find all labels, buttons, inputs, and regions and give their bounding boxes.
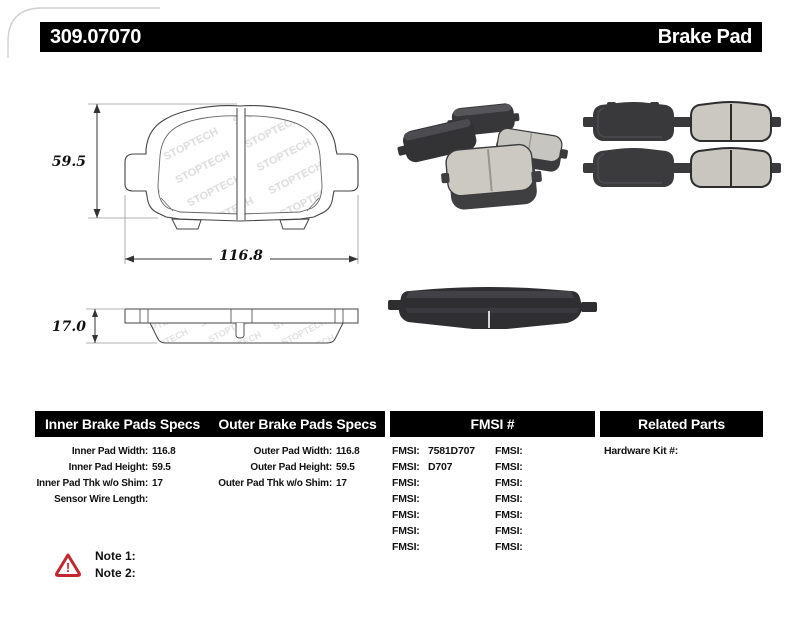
side-thickness-dimension: 17.0 (51, 319, 86, 335)
note-1: Note 1: (95, 549, 136, 563)
specs-header-bar (35, 411, 385, 437)
fmsi-row: FMSI: (495, 477, 523, 489)
note-2: Note 2: (95, 566, 136, 580)
fmsi-row: FMSI: (495, 493, 523, 505)
related-parts-header-bar (600, 411, 763, 437)
fmsi-row: FMSI: (392, 525, 420, 537)
front-view-drawing (40, 90, 380, 285)
product-name: Brake Pad (657, 25, 752, 48)
header-bar (40, 22, 762, 52)
related-parts-column (604, 443, 764, 459)
spec-row: Outer Pad Height: 59.5 (250, 461, 355, 473)
fmsi-header-bar (390, 411, 595, 437)
side-friction-area (150, 323, 343, 343)
fmsi-row: FMSI: (495, 509, 523, 521)
pad-friction-bottom (681, 148, 781, 187)
spec-row: Inner Pad Thk w/o Shim: 17 (36, 477, 163, 489)
fmsi-row: FMSI: (392, 477, 420, 489)
spec-row: Sensor Wire Length: (54, 493, 148, 505)
photo-pads-flat (580, 98, 780, 193)
fmsi-row: FMSI: 7581D707 (392, 445, 475, 457)
fmsi-column-2 (495, 443, 590, 555)
inner-specs-column (30, 443, 220, 507)
outer-specs-column (218, 443, 393, 491)
fmsi-row: FMSI: (392, 509, 420, 521)
inner-specs-header: Inner Brake Pads Specs (44, 416, 201, 432)
warning-icon (54, 552, 82, 578)
fmsi-row: FMSI: (392, 541, 420, 553)
pad-friction-top (681, 102, 781, 141)
spec-row: Inner Pad Height: 59.5 (68, 461, 171, 473)
front-width-dimension: 116.8 (219, 248, 263, 264)
spec-row: Inner Pad Width: 116.8 (71, 445, 176, 457)
photo-pads-perspective (395, 95, 575, 230)
outer-specs-header: Outer Brake Pads Specs (218, 416, 377, 432)
pad-back-top (583, 102, 684, 141)
fmsi-row: FMSI: (495, 461, 523, 473)
spec-row: Outer Pad Thk w/o Shim: 17 (218, 477, 347, 489)
fmsi-row: FMSI: (392, 493, 420, 505)
fmsi-row: FMSI: (495, 541, 523, 553)
fmsi-row: FMSI: (495, 525, 523, 537)
front-height-dimension: 59.5 (51, 154, 86, 170)
related-parts-header: Related Parts (638, 416, 725, 432)
fmsi-column-1 (392, 443, 492, 555)
spec-row: Outer Pad Width: 116.8 (253, 445, 360, 457)
photo-pad-edge (385, 278, 600, 343)
part-number: 309.07070 (50, 25, 141, 48)
pad-back-bottom (583, 148, 684, 187)
fmsi-row: FMSI: (495, 445, 523, 457)
side-view-drawing (40, 295, 380, 360)
fmsi-header: FMSI # (470, 416, 515, 432)
fmsi-row: FMSI: D707 (392, 461, 453, 473)
related-row: Hardware Kit #: (604, 445, 679, 457)
svg-text:!: ! (65, 560, 71, 575)
